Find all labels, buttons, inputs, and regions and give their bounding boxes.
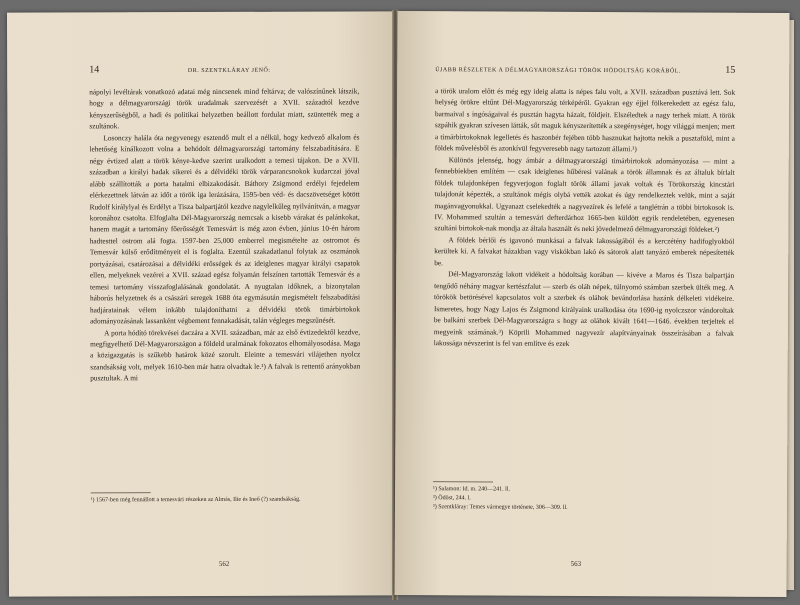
right-paragraph-1: a török uralom előtt és még egy ideig alatta is népes falu volt, a XVII. században pusztává lett. Sok helység örökre eltűnt Dél-Magyarország térképéről. Gyakran egy éjjel fölkerekedett az egész falu, barmaival s ingóságaival és pusztán hagyta házait, földjeit. Elszéledtek a nagy terhek miatt. A török szpáhik gyakran szívesen látták, sőt maguk kényszerítették a szegénységet, hogy világgá menjen; mert a timárbirtokoknak legelletés és haszonbér fejében több hasznukat hajtotta nekik a pusztaföld, mint a földek művelésből és azonkívül fegyveresebb nagy tartozott állami.¹) — [434, 86, 736, 154]
right-page-body — [434, 85, 735, 350]
right-footnote-3: ³) Szentkláray: Temes vármegye története, 306—309. ll. — [432, 504, 568, 511]
left-page-header — [89, 63, 359, 75]
left-paragraph-3: A porta hódító törekvései daczára a XVII. században, már az első évtizedektől kezdve, megfigyelhető Dél-Magyarországon a földeld uralmának fokozatos elhomályosodása. Maga a közigazgatás is szűkebb határok közé szorult. Eleinte a temesvári vilájethen nyolcz szandsákság volt, melyek 1610-ben már hatra olvadtak le.¹) A falvak is rettentő arányokban pusztultak. A mi — [90, 326, 361, 383]
right-footnote-2: ²) Ödöst, 244. l. — [432, 495, 471, 502]
right-footnote-rule — [433, 481, 493, 482]
right-paragraph-2: Különös jelenség, hogy ámbár a délmagyarországi timárbirtokok adományozása — mint a fennebbiekben említém — csak ideiglenes hűbéresi valának a török államnak és az általuk bírlalt földek tulajdonképen fegyverjogon foglalt török állami javak voltak és Törökország kincstári tulajdonát képezték, a szultánok mégis olybá vették azokat és úgy rendelkeztek velük, mint a saját magánvagyonukkal. Ugyanazt cselekedték a nagyvezírek és lefelé a tanglétrán a többi birtokosok is. IV. Mohammed szultán a temesvári defterdárhoz 1665-ben küldött egyik rendeletében, egyenesen szultáni birtokok-nak mondja az általa használt és neki jövedelmező délmagyarországi földeket.²) — [434, 154, 735, 235]
right-page-header — [435, 63, 735, 76]
right-page — [394, 11, 789, 597]
right-running-head: ÚJABB RÉSZLETEK A DÉLMAGYARORSZÁGI TÖRÖK HÓDOLTSÁG KORÁBÓL. — [435, 67, 681, 75]
left-running-head: DR. SZENTKLÁRAY JENŐ: — [187, 67, 271, 75]
right-footnotes — [433, 485, 733, 514]
right-page-number: 15 — [725, 64, 736, 76]
left-paragraph-1: nápolyi levéltárak vonatkozó adatai még nincsenek mind feltárva; de valószínűnek látszik, hogy a délmagyarországi török uradalmak szervezését a XVII. századtól kezdve kényszerűségből, a hadi és politikai helyzetben beállott fordulat miatt, szüntették meg a szultánok. — [89, 86, 360, 131]
left-page-number: 14 — [89, 64, 100, 76]
right-paragraph-3: A földek bérlői és igavonó munkásai a falvak lakosságából és a kerczétény hadifoglyokból kerültek ki. A falvakat házakban vagy viskókban lakó és sátorok alatt tanyázó emberek népesítették be. — [434, 235, 735, 268]
left-footer-number: 562 — [218, 559, 230, 568]
left-page-body — [89, 85, 360, 384]
left-footnote: ¹) 1567-ben még fennállott a temesvári részeken az Almás, Ilie és Ineő (?) szandsákság. — [90, 496, 301, 504]
left-page — [7, 11, 395, 596]
left-footnote-rule — [91, 492, 151, 493]
right-footnote-1: ¹) Salamon: Id. m. 240—241. ll. — [433, 486, 511, 493]
right-footer-number: 563 — [570, 559, 582, 568]
right-paragraph-4: Dél-Magyarország lakott vidékeit a hódoltság korában — kivéve a Maros és Tisza balpartján tengődő néhány magyar kertészfalut — szerb és oláh népek, túlnyomó számban szerbek ülték meg. A törökök betörésével kapcsolatos volt a szerbek és oláhok bevándorlása hazánk délkeleti vidékeire. Ismeretes, hogy Nagy Lajos és Zsigmond királyaink uralkodása óta 1690-ig nyolczszor vándoroltak be balkáni szerbek Dél-Magyarországra s hogy az oláhok kivált 1641—1646. években terjeltek el megyeink számának.³) Köprili Mohammed nagyvezír alapítványainak összeírásában a falvak lakossága névszerint is fel van említve és ezek — [433, 269, 735, 348]
left-paragraph-2: Losonczy halála óta negyvenegy esztendő mult el a nélkül, hogy kedvező alkalom és lehetőség kínálkozott volna a behódolt délmagyarországi tartomány felszabadítására. E négy évtized alatt a török kénye-kedve szerint uralkodott a temesi tájakon. De a XVII. században a királyi hadak sikerei és a délvidéki török várparancsnokok kudarczai jóval alább szállították a porta hatalmi elbizakodását. Báthory Zsigmond erdélyi fejedelem elérkezettnek látván az időt a török iga lerázására, 1595-ben véd- és dacszövetséget kötött Rudolf királylyal és Erdélyt a Tisza balpartjától kezdve nagylelkűleg nyilvánítván, a magyar koronához csatolta. Elfoglalta Dél-Magyarország nemcsak a kisebb várakat és palánkokat, hanem magát a tartomány főerősségét Temesvárt is még azon évben, június 10-én három hadtesttel ostrom alá fogta. 1597-ben 25,000 emberrel megismételte az ostromot és Temesvár külső erődítményeit el is foglalta. Ezentúl szakadatlanul folytak az oszmánok portyázásai, csatározásai a délvidéki erősségek és az ideiglenes magyar királyi csapatok ellen, melyeknek vezérei a XVII. század egész folyamán felszínen tartották Temesvár és a temesi tartomány visszafoglalásának gondolatát. A nyugtalan időknek, a bizonytalan háborús helyzetnek és a császári seregek 1688 óta egymásután megismételt felszabadítási hadjáratainak vélem inkább tulajdoníthatni a délvidéki török timárbirtokok adományozásának lassanként végbement fennakadását, talán végleges megszűnését. — [89, 132, 361, 326]
